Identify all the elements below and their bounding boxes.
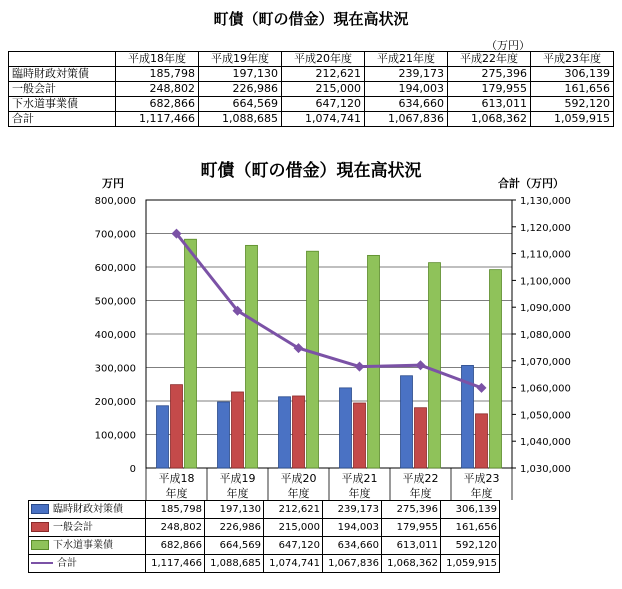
table-row xyxy=(9,67,614,82)
y-tick-label: 600,000 xyxy=(94,263,136,274)
unit-label: （万円） xyxy=(486,39,530,52)
legend-cell: 1,067,836 xyxy=(323,555,382,573)
table-header-cell: 平成21年度 xyxy=(365,52,448,67)
bar-series-2 xyxy=(185,239,197,468)
x-tick-label: 平成19 xyxy=(219,472,256,485)
table-cell: 664,569 xyxy=(199,97,282,112)
legend-name: 臨時財政対策債 xyxy=(53,504,123,515)
row-label: 下水道事業債 xyxy=(9,97,116,112)
bar-series-2 xyxy=(246,245,258,468)
chart-data-table xyxy=(28,500,500,573)
table-cell: 248,802 xyxy=(116,82,199,97)
table-cell: 592,120 xyxy=(531,97,614,112)
bar-series-2 xyxy=(368,255,380,468)
chart-title: 町債（町の借金）現在高状況 xyxy=(200,161,422,181)
table-row xyxy=(9,97,614,112)
bar-series-2 xyxy=(307,251,319,468)
table-row xyxy=(9,112,614,127)
table-corner-cell xyxy=(9,52,116,67)
y2-tick-label: 1,100,000 xyxy=(520,276,571,288)
y-tick-label: 300,000 xyxy=(94,363,136,375)
table-header-row xyxy=(9,52,614,67)
table-cell: 185,798 xyxy=(116,67,199,82)
legend-label-cell xyxy=(29,519,146,537)
table-header-cell: 平成18年度 xyxy=(116,52,199,67)
y-tick-label: 400,000 xyxy=(94,330,136,341)
y-tick-label: 200,000 xyxy=(94,397,136,408)
table-cell: 1,068,362 xyxy=(448,112,531,127)
legend-cell: 1,074,741 xyxy=(264,555,323,573)
legend-cell: 179,955 xyxy=(382,519,441,537)
x-tick-label: 年度 xyxy=(470,487,493,500)
table-cell: 212,621 xyxy=(282,67,365,82)
legend-row xyxy=(29,519,500,537)
legend-swatch-1 xyxy=(31,522,49,532)
legend-cell: 226,986 xyxy=(205,519,264,537)
table-cell: 1,059,915 xyxy=(531,112,614,127)
y2-tick-label: 1,030,000 xyxy=(520,464,571,475)
legend-cell: 248,802 xyxy=(146,519,205,537)
table-cell: 613,011 xyxy=(448,97,531,112)
y2-tick-label: 1,120,000 xyxy=(520,222,571,234)
legend-cell: 613,011 xyxy=(382,537,441,555)
x-tick-label: 年度 xyxy=(165,487,188,500)
legend-swatch-0 xyxy=(31,504,49,514)
top-title: 町債（町の借金）現在高状況 xyxy=(213,10,409,28)
table-cell: 634,660 xyxy=(365,97,448,112)
x-tick-label: 平成22 xyxy=(402,472,439,485)
table-cell: 647,120 xyxy=(282,97,365,112)
table-cell: 179,955 xyxy=(448,82,531,97)
bar-series-0 xyxy=(279,397,291,468)
legend-line-swatch xyxy=(31,562,53,564)
legend-cell: 1,068,362 xyxy=(382,555,441,573)
row-label: 合計 xyxy=(9,112,116,127)
y-axis-label: 万円 xyxy=(102,177,124,190)
legend-name: 合計 xyxy=(57,558,77,569)
x-tick-label: 平成23 xyxy=(463,472,500,485)
y2-tick-label: 1,110,000 xyxy=(520,249,571,261)
legend-name: 一般会計 xyxy=(53,522,93,533)
x-tick-label: 年度 xyxy=(287,487,310,500)
legend-cell: 1,088,685 xyxy=(205,555,264,573)
y2-axis-label: 合計（万円） xyxy=(498,177,564,190)
bar-series-0 xyxy=(218,402,230,468)
legend-cell: 647,120 xyxy=(264,537,323,555)
legend-cell: 1,117,466 xyxy=(146,555,205,573)
bar-series-0 xyxy=(157,406,169,468)
y-tick-label: 700,000 xyxy=(94,229,136,241)
table-cell: 239,173 xyxy=(365,67,448,82)
table-cell: 194,003 xyxy=(365,82,448,97)
x-tick-label: 年度 xyxy=(348,487,371,500)
y2-tick-label: 1,060,000 xyxy=(520,383,571,395)
legend-swatch-2 xyxy=(31,540,49,550)
x-tick-label: 年度 xyxy=(409,487,432,500)
table-cell: 215,000 xyxy=(282,82,365,97)
legend-cell: 1,059,915 xyxy=(441,555,500,573)
legend-cell: 634,660 xyxy=(323,537,382,555)
legend-cell: 664,569 xyxy=(205,537,264,555)
total-point xyxy=(355,362,365,372)
y2-tick-label: 1,130,000 xyxy=(520,196,571,207)
legend-row xyxy=(29,537,500,555)
y2-tick-label: 1,050,000 xyxy=(520,410,571,422)
legend-cell: 161,656 xyxy=(441,519,500,537)
row-label: 一般会計 xyxy=(9,82,116,97)
bar-series-1 xyxy=(293,396,305,468)
bar-series-1 xyxy=(232,392,244,468)
table-cell: 161,656 xyxy=(531,82,614,97)
legend-cell: 197,130 xyxy=(205,501,264,519)
legend-row xyxy=(29,501,500,519)
y-tick-label: 500,000 xyxy=(94,296,136,308)
table-cell: 226,986 xyxy=(199,82,282,97)
legend-label-cell xyxy=(29,555,146,573)
bar-series-0 xyxy=(340,388,352,468)
legend-label-cell xyxy=(29,501,146,519)
legend-cell: 306,139 xyxy=(441,501,500,519)
x-tick-label: 平成18 xyxy=(158,472,195,485)
bar-series-1 xyxy=(354,403,366,468)
y2-tick-label: 1,090,000 xyxy=(520,303,571,315)
summary-table xyxy=(8,51,614,127)
row-label: 臨時財政対策債 xyxy=(9,67,116,82)
x-tick-label: 平成21 xyxy=(341,472,378,485)
bar-series-0 xyxy=(401,376,413,468)
legend-cell: 275,396 xyxy=(382,501,441,519)
y-tick-label: 0 xyxy=(129,464,136,475)
table-cell: 197,130 xyxy=(199,67,282,82)
bar-series-1 xyxy=(415,408,427,468)
bar-series-1 xyxy=(171,385,183,468)
legend-cell: 682,866 xyxy=(146,537,205,555)
table-header-cell: 平成22年度 xyxy=(448,52,531,67)
table-cell: 1,088,685 xyxy=(199,112,282,127)
bar-series-2 xyxy=(490,270,502,468)
y2-tick-label: 1,080,000 xyxy=(520,330,571,341)
table-header-cell: 平成23年度 xyxy=(531,52,614,67)
table-row xyxy=(9,82,614,97)
table-cell: 1,074,741 xyxy=(282,112,365,127)
bar-series-2 xyxy=(429,263,441,468)
y-tick-label: 100,000 xyxy=(94,430,136,442)
table-header-cell: 平成19年度 xyxy=(199,52,282,67)
y-tick-label: 800,000 xyxy=(94,196,136,207)
table-cell: 682,866 xyxy=(116,97,199,112)
table-cell: 275,396 xyxy=(448,67,531,82)
legend-cell: 592,120 xyxy=(441,537,500,555)
bar-series-1 xyxy=(476,414,488,468)
legend-cell: 239,173 xyxy=(323,501,382,519)
combo-chart xyxy=(0,150,622,500)
legend-row xyxy=(29,555,500,573)
legend-name: 下水道事業債 xyxy=(53,540,113,551)
table-header-cell: 平成20年度 xyxy=(282,52,365,67)
legend-cell: 212,621 xyxy=(264,501,323,519)
total-point xyxy=(416,360,426,370)
y2-tick-label: 1,070,000 xyxy=(520,356,571,368)
table-cell: 306,139 xyxy=(531,67,614,82)
legend-label-cell xyxy=(29,537,146,555)
total-point xyxy=(477,383,487,393)
table-cell: 1,117,466 xyxy=(116,112,199,127)
x-tick-label: 平成20 xyxy=(280,472,317,485)
y2-tick-label: 1,040,000 xyxy=(520,437,571,449)
legend-cell: 194,003 xyxy=(323,519,382,537)
legend-cell: 185,798 xyxy=(146,501,205,519)
table-cell: 1,067,836 xyxy=(365,112,448,127)
legend-cell: 215,000 xyxy=(264,519,323,537)
x-tick-label: 年度 xyxy=(226,487,249,500)
